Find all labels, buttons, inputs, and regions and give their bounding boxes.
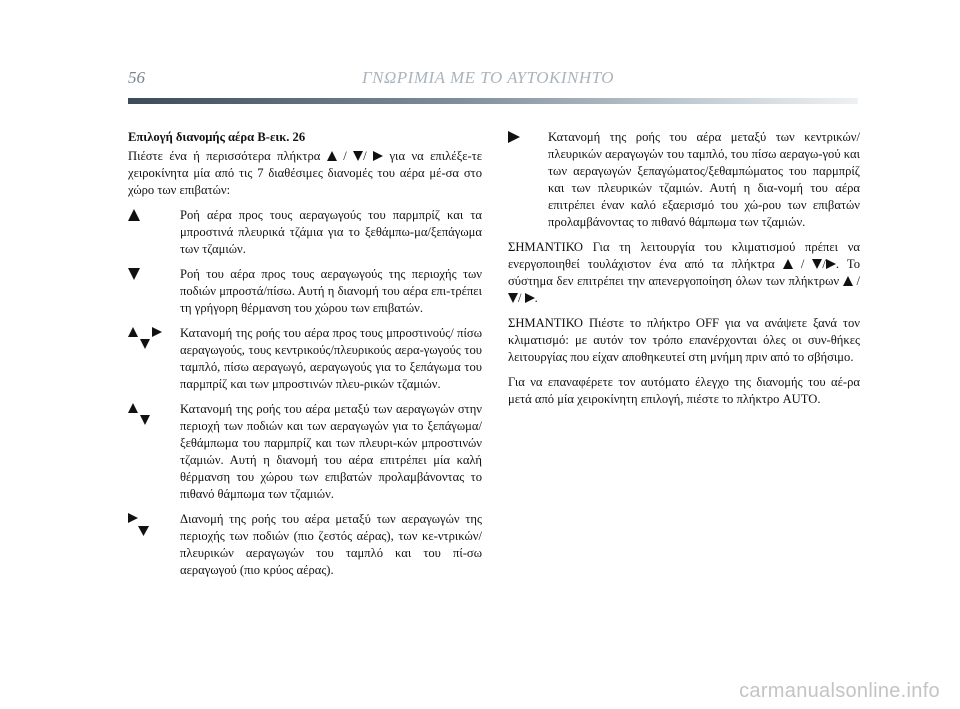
distribution-item-all: [128, 325, 482, 393]
up-down-right-arrows-icon: [128, 327, 168, 353]
important-note-1: [508, 239, 860, 307]
important-note-2: ΣΗΜΑΝΤΙΚΟ Πιέστε το πλήκτρο OFF για να ανάψετε ξανά τον κλιματισμό: με αυτόν τον τρόπο επανέρχονται όλες οι συν-θήκες λειτουργίας που είχαν αποθηκευτεί στη μνήμη πριν από το σβήσιμο.: [508, 316, 860, 364]
item-text: Ροή αέρα προς τους αεραγωγούς του παρμπρίζ και τα μπροστινά πλευρικά τζάμια για το ξεθάμπω-μα/ξεπάγωμα των τζαμιών.: [180, 208, 482, 256]
slash: /: [343, 149, 347, 163]
item-text: Κατανομή της ροής του αέρα μεταξύ των αεραγωγών στην περιοχή των ποδιών και των αεραγωγών για το ξεπάγωμα/ξεθάμπωμα του παρμπρίζ και των πλευρι-κών μπροστινών τζαμιών. Αυτή η διανομή του αέρα επιτρέπει μία καλή θέρμανση του χώρου των επιβατών προλαμβάνοντας το πιθανό θάμπωμα των τζαμιών.: [180, 402, 482, 501]
down-arrow-icon: [508, 293, 518, 303]
up-arrow-icon: [327, 151, 337, 161]
right-arrow-icon: [508, 131, 520, 143]
chapter-title: ΓΝΩΡΙΜΙΑ ΜΕ ΤΟ ΑΥΤΟΚΙΝΗΤΟ: [362, 68, 615, 87]
down-arrow-icon: [812, 259, 822, 269]
intro-text-end: για να επιλέξε-τε χειροκίνητα μία από τις 7 διαθέσιμες διανομές του αέρα μέ-σα στο χώρο των επιβατών:: [128, 149, 483, 197]
distribution-item-feet: [128, 266, 482, 317]
page-number: 56: [128, 68, 145, 87]
right-arrow-icon: [525, 293, 535, 303]
distribution-item-feet-windscreen: [128, 401, 482, 503]
item-text: Ροή του αέρα προς τους αεραγωγούς της περιοχής των ποδιών μπροστά/πίσω. Αυτή η διανομή του αέρα επι-τρέπει τη γρήγορη θέρμανση του χώρου των επιβατών.: [180, 267, 482, 315]
left-column: [128, 129, 482, 587]
up-down-arrows-icon: [128, 403, 158, 429]
distribution-item-feet-dashboard: [128, 511, 482, 579]
header-rule: [128, 98, 858, 104]
item-text: Διανομή της ροής του αέρα μεταξύ των αεραγωγών της περιοχής των ποδιών (πιο ζεστός αέρας), των κε-ντρικών/πλευρικών αεραγωγών του ταμπλό και του πί-σω αεραγωγού (πιο κρύος αέρας).: [180, 512, 482, 577]
item-text: Κατανομή της ροής του αέρα προς τους μπροστινούς/ πίσω αεραγωγούς, τους κεντρικούς/πλευρικούς αερα-γωγούς του ταμπλό, πίσω αεραγωγό, αεραγωγούς για το ξεπάγωμα του παρμπρίζ και των μπροστινών πλευ-ρικών τζαμιών.: [180, 326, 482, 391]
page-header: [128, 68, 858, 104]
section-heading: Επιλογή διανομής αέρα B-εικ. 26: [128, 130, 306, 144]
slash: /: [856, 274, 860, 288]
item-text: Κατανομή της ροής του αέρα μεταξύ των κεντρικών/ πλευρικών αεραγωγών του ταμπλό, του πίσω αεραγω-γού και των αεραγωγών ξεπαγώματος/ξεθαμπώματος του παρμπρίζ και των πλευρικών τζαμιών. Αυτή η δια-νομή του αέρα επιτρέπει έναν καλό εξαερισμό του χώ-ρου των επιβατών προλαμβάνοντας το πιθανό θάμπωμα των τζαμιών.: [548, 130, 860, 229]
watermark: carmanualsonline.info: [739, 680, 940, 702]
up-arrow-icon: [783, 259, 793, 269]
distribution-item-dashboard: [508, 129, 860, 231]
right-column: [508, 129, 860, 416]
right-arrow-icon: [373, 151, 383, 161]
right-arrow-icon: [826, 259, 836, 269]
slash: /: [363, 149, 367, 163]
intro-text-start: Πιέστε ένα ή περισσότερα πλήκτρα: [128, 149, 321, 163]
note-text-middle: . Το σύστημα δεν επιτρέπει την απενεργοποίηση όλων των πλήκτρων: [508, 257, 861, 288]
right-down-arrows-icon: [128, 513, 158, 541]
note-text-end: .: [534, 291, 538, 305]
auto-paragraph: Για να επαναφέρετε τον αυτόματο έλεγχο της διανομής του αέ-ρα μετά από μία χειροκίνητη επιλογή, πιέστε το πλήκτρο AUTO.: [508, 375, 860, 406]
down-arrow-icon: [353, 151, 363, 161]
slash: /: [518, 291, 522, 305]
distribution-item-windscreen: [128, 207, 482, 258]
down-arrow-icon: [128, 268, 140, 280]
note-text-start: ΣΗΜΑΝΤΙΚΟ Για τη λειτουργία του κλιματισμού πρέπει να ενεργοποιηθεί τουλάχιστον ένα από τα πλήκτρα: [508, 240, 860, 271]
slash: /: [822, 257, 826, 271]
up-arrow-icon: [128, 209, 140, 221]
intro-paragraph: [128, 148, 482, 199]
up-arrow-icon: [843, 276, 853, 286]
slash: /: [800, 257, 805, 271]
